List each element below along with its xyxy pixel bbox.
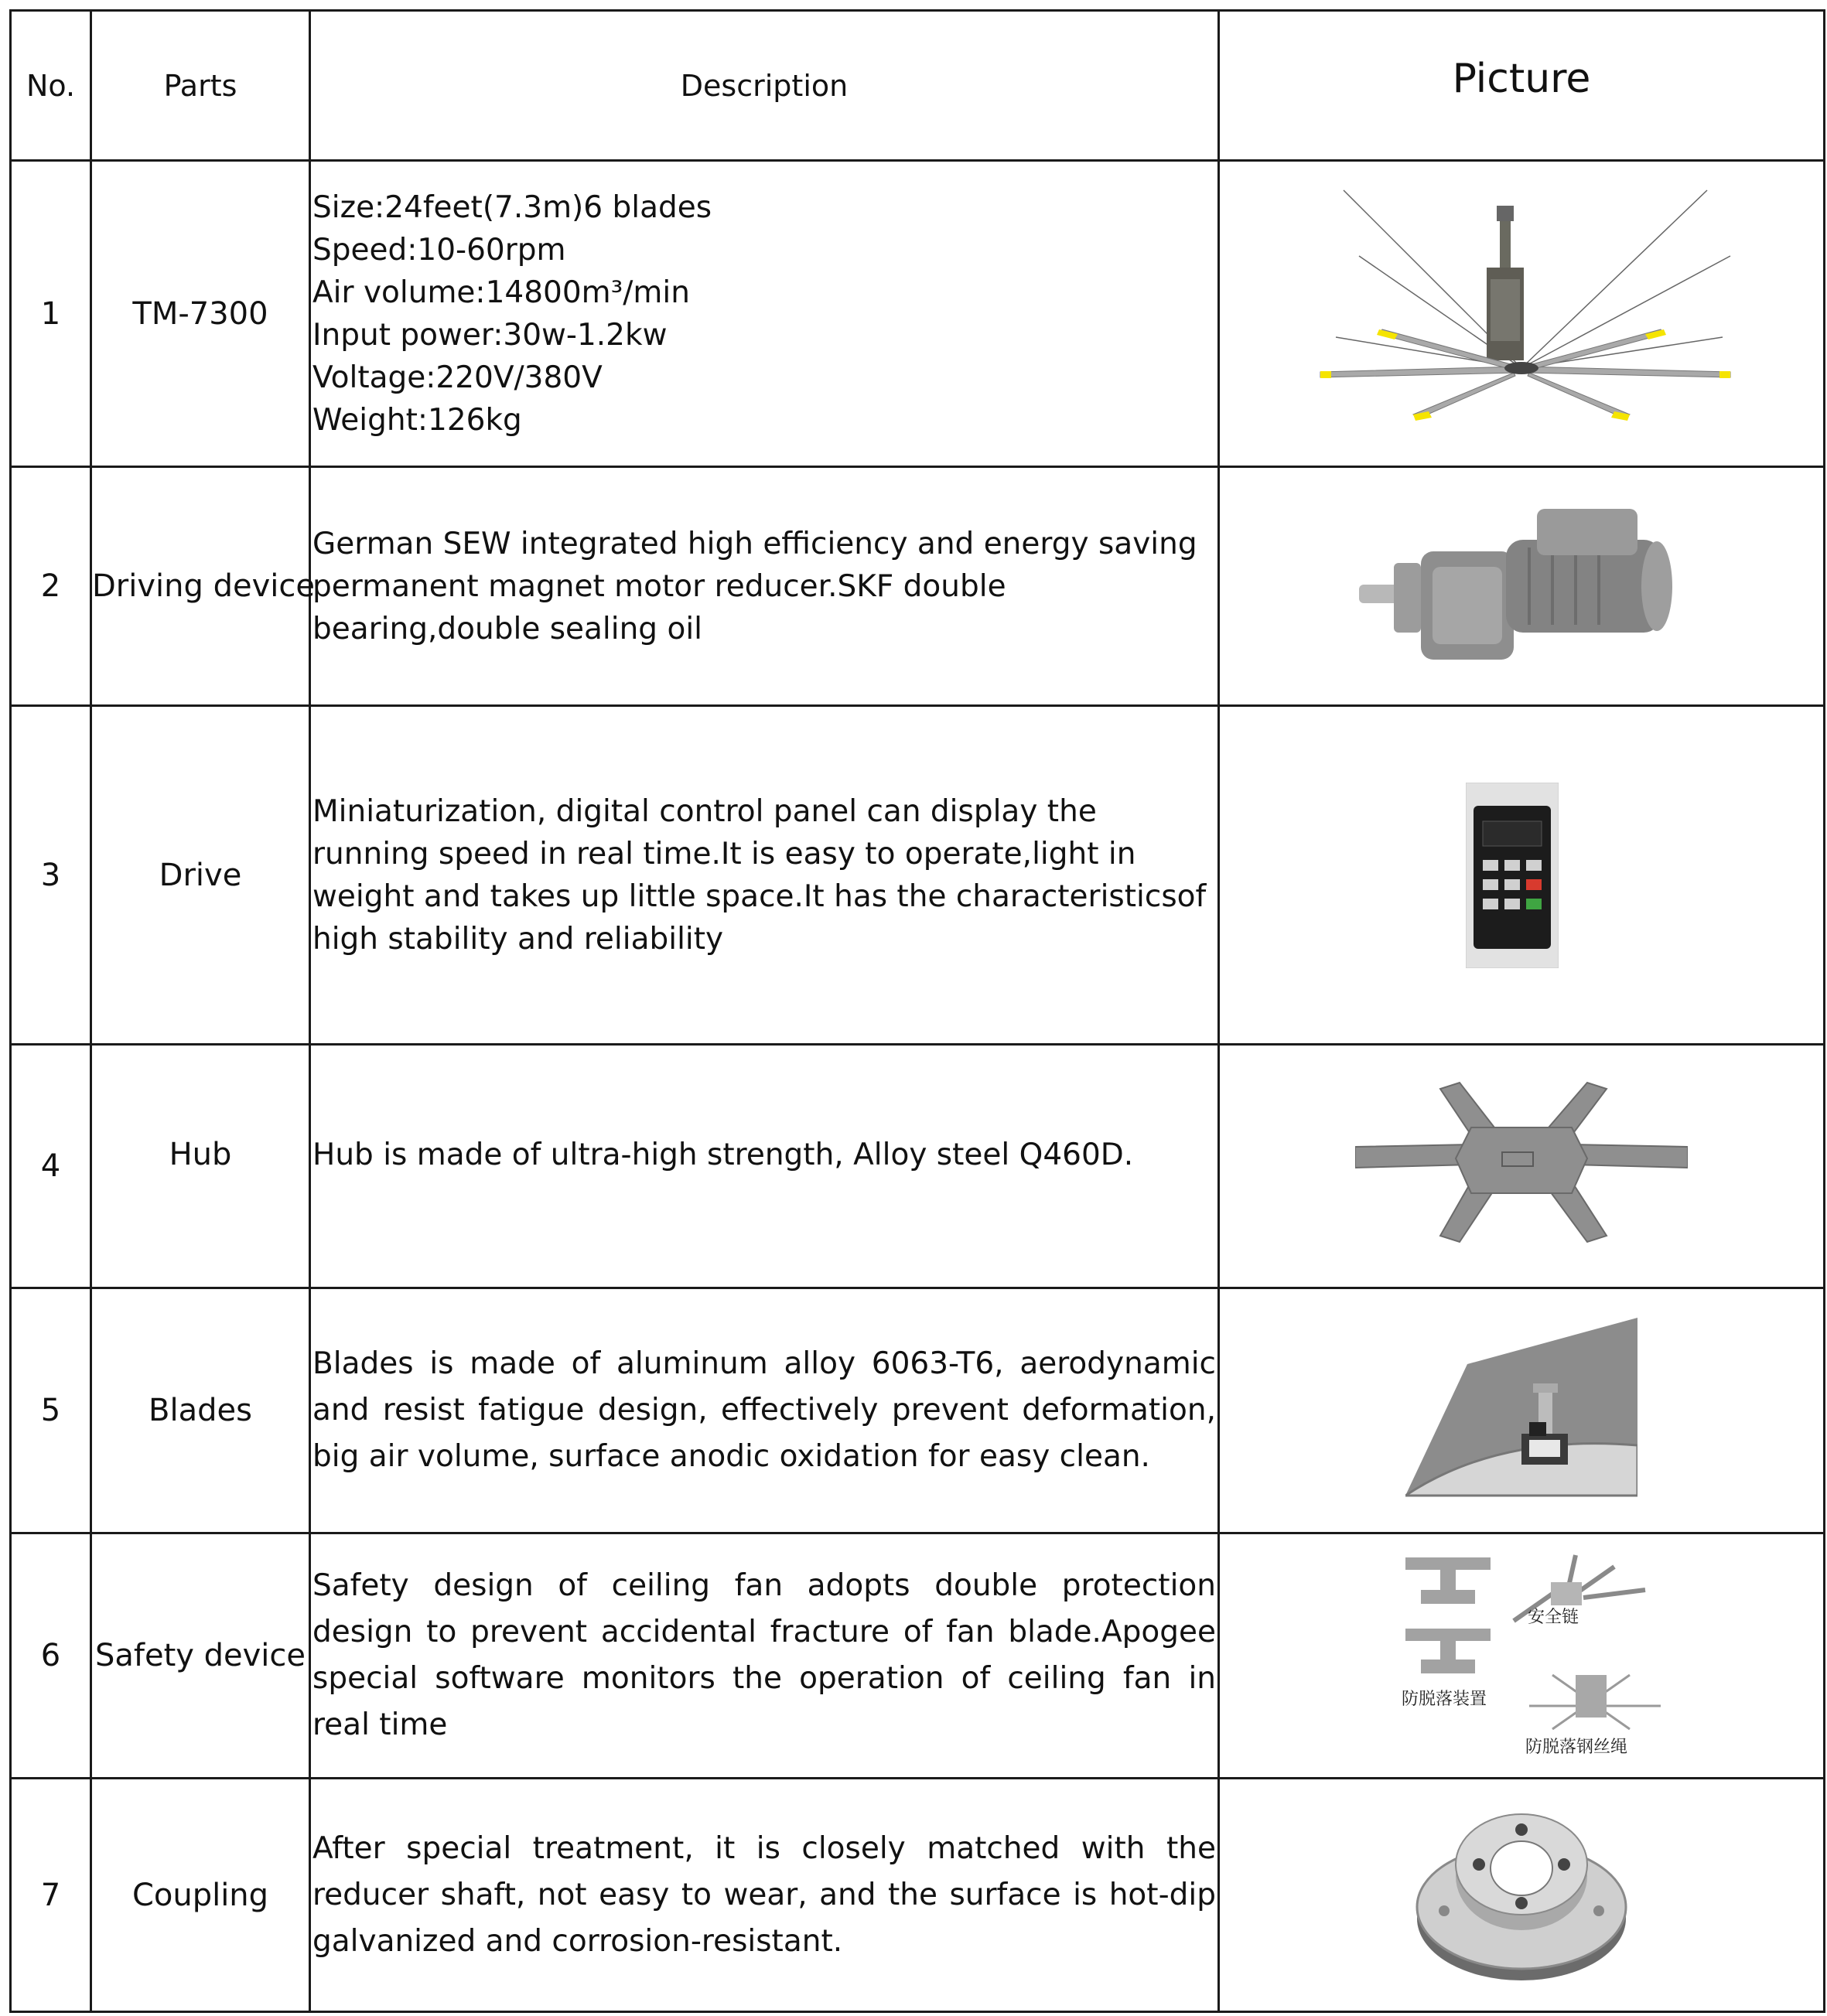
row-number: 3 bbox=[11, 706, 91, 1045]
part-name: Coupling bbox=[91, 1779, 310, 2012]
spec-speed: Speed:10-60rpm bbox=[312, 232, 566, 268]
spec-air-volume: Air volume:14800m³/min bbox=[312, 275, 690, 310]
row-number: 7 bbox=[11, 1779, 91, 2012]
row-number: 4 bbox=[11, 1045, 91, 1288]
part-name: TM-7300 bbox=[91, 161, 310, 467]
part-picture bbox=[1219, 1288, 1825, 1533]
part-description bbox=[310, 161, 1219, 467]
ceiling-fan-icon bbox=[1297, 182, 1746, 445]
blade-icon bbox=[1405, 1318, 1637, 1503]
part-picture bbox=[1219, 161, 1825, 467]
table-row bbox=[11, 1533, 1825, 1779]
safety-device-icon bbox=[1398, 1551, 1676, 1760]
row-number: 6 bbox=[11, 1533, 91, 1779]
anti-drop-device-label: 防脱落装置 bbox=[1402, 1690, 1487, 1709]
part-picture bbox=[1219, 1533, 1825, 1779]
control-panel-icon bbox=[1466, 783, 1559, 968]
spec-voltage: Voltage:220V/380V bbox=[312, 360, 603, 395]
part-description: German SEW integrated high efficiency and energy saving permanent magnet motor reducer.SKF double bearing,double sealing oil bbox=[310, 467, 1219, 706]
part-picture bbox=[1219, 1045, 1825, 1288]
part-description: After special treatment, it is closely matched with the reducer shaft, not easy to wear, and the surface is hot-dip galvanized and corrosion-resistant. bbox=[310, 1779, 1219, 2012]
row-number: 5 bbox=[11, 1288, 91, 1533]
table-row bbox=[11, 161, 1825, 467]
header-description: Description bbox=[310, 11, 1219, 161]
part-picture bbox=[1219, 706, 1825, 1045]
spec-weight: Weight:126kg bbox=[312, 402, 522, 438]
part-description: Hub is made of ultra-high strength, Alloy steel Q460D. bbox=[310, 1045, 1219, 1288]
spec-size: Size:24feet(7.3m)6 blades bbox=[312, 189, 712, 225]
spec-input-power: Input power:30w-1.2kw bbox=[312, 317, 668, 353]
header-parts: Parts bbox=[91, 11, 310, 161]
table-header-row bbox=[11, 11, 1825, 161]
part-name: Driving device bbox=[91, 467, 310, 706]
part-name: Blades bbox=[91, 1288, 310, 1533]
row-number: 1 bbox=[11, 161, 91, 467]
table-row bbox=[11, 1045, 1825, 1288]
coupling-icon bbox=[1413, 1803, 1630, 1988]
header-picture: Picture bbox=[1219, 11, 1825, 161]
row-number: 2 bbox=[11, 467, 91, 706]
hub-icon bbox=[1355, 1081, 1688, 1251]
table-row bbox=[11, 467, 1825, 706]
header-no: No. bbox=[11, 11, 91, 161]
part-description: Blades is made of aluminum alloy 6063-T6, aerodynamic and resist fatigue design, effectively prevent deformation, big air volume, surface anodic oxidation for easy clean. bbox=[310, 1288, 1219, 1533]
part-picture bbox=[1219, 467, 1825, 706]
part-picture bbox=[1219, 1779, 1825, 2012]
table-row bbox=[11, 1288, 1825, 1533]
motor-reducer-icon bbox=[1359, 501, 1684, 671]
parts-spec-table bbox=[9, 9, 1825, 2013]
part-description: Safety design of ceiling fan adopts double protection design to prevent accidental fracture of fan blade.Apogee special software monitors the operation of ceiling fan in real time bbox=[310, 1533, 1219, 1779]
table-row bbox=[11, 1779, 1825, 2012]
part-name: Safety device bbox=[91, 1533, 310, 1779]
part-name: Drive bbox=[91, 706, 310, 1045]
part-description: Miniaturization, digital control panel can display the running speed in real time.It is easy to operate,light in weight and takes up little space.It has the characteristicsof high stability and reliability bbox=[310, 706, 1219, 1045]
safety-chain-label: 安全链 bbox=[1528, 1608, 1579, 1627]
table-row bbox=[11, 706, 1825, 1045]
part-name: Hub bbox=[91, 1045, 310, 1288]
anti-drop-wire-rope-label: 防脱落钢丝绳 bbox=[1525, 1738, 1628, 1757]
